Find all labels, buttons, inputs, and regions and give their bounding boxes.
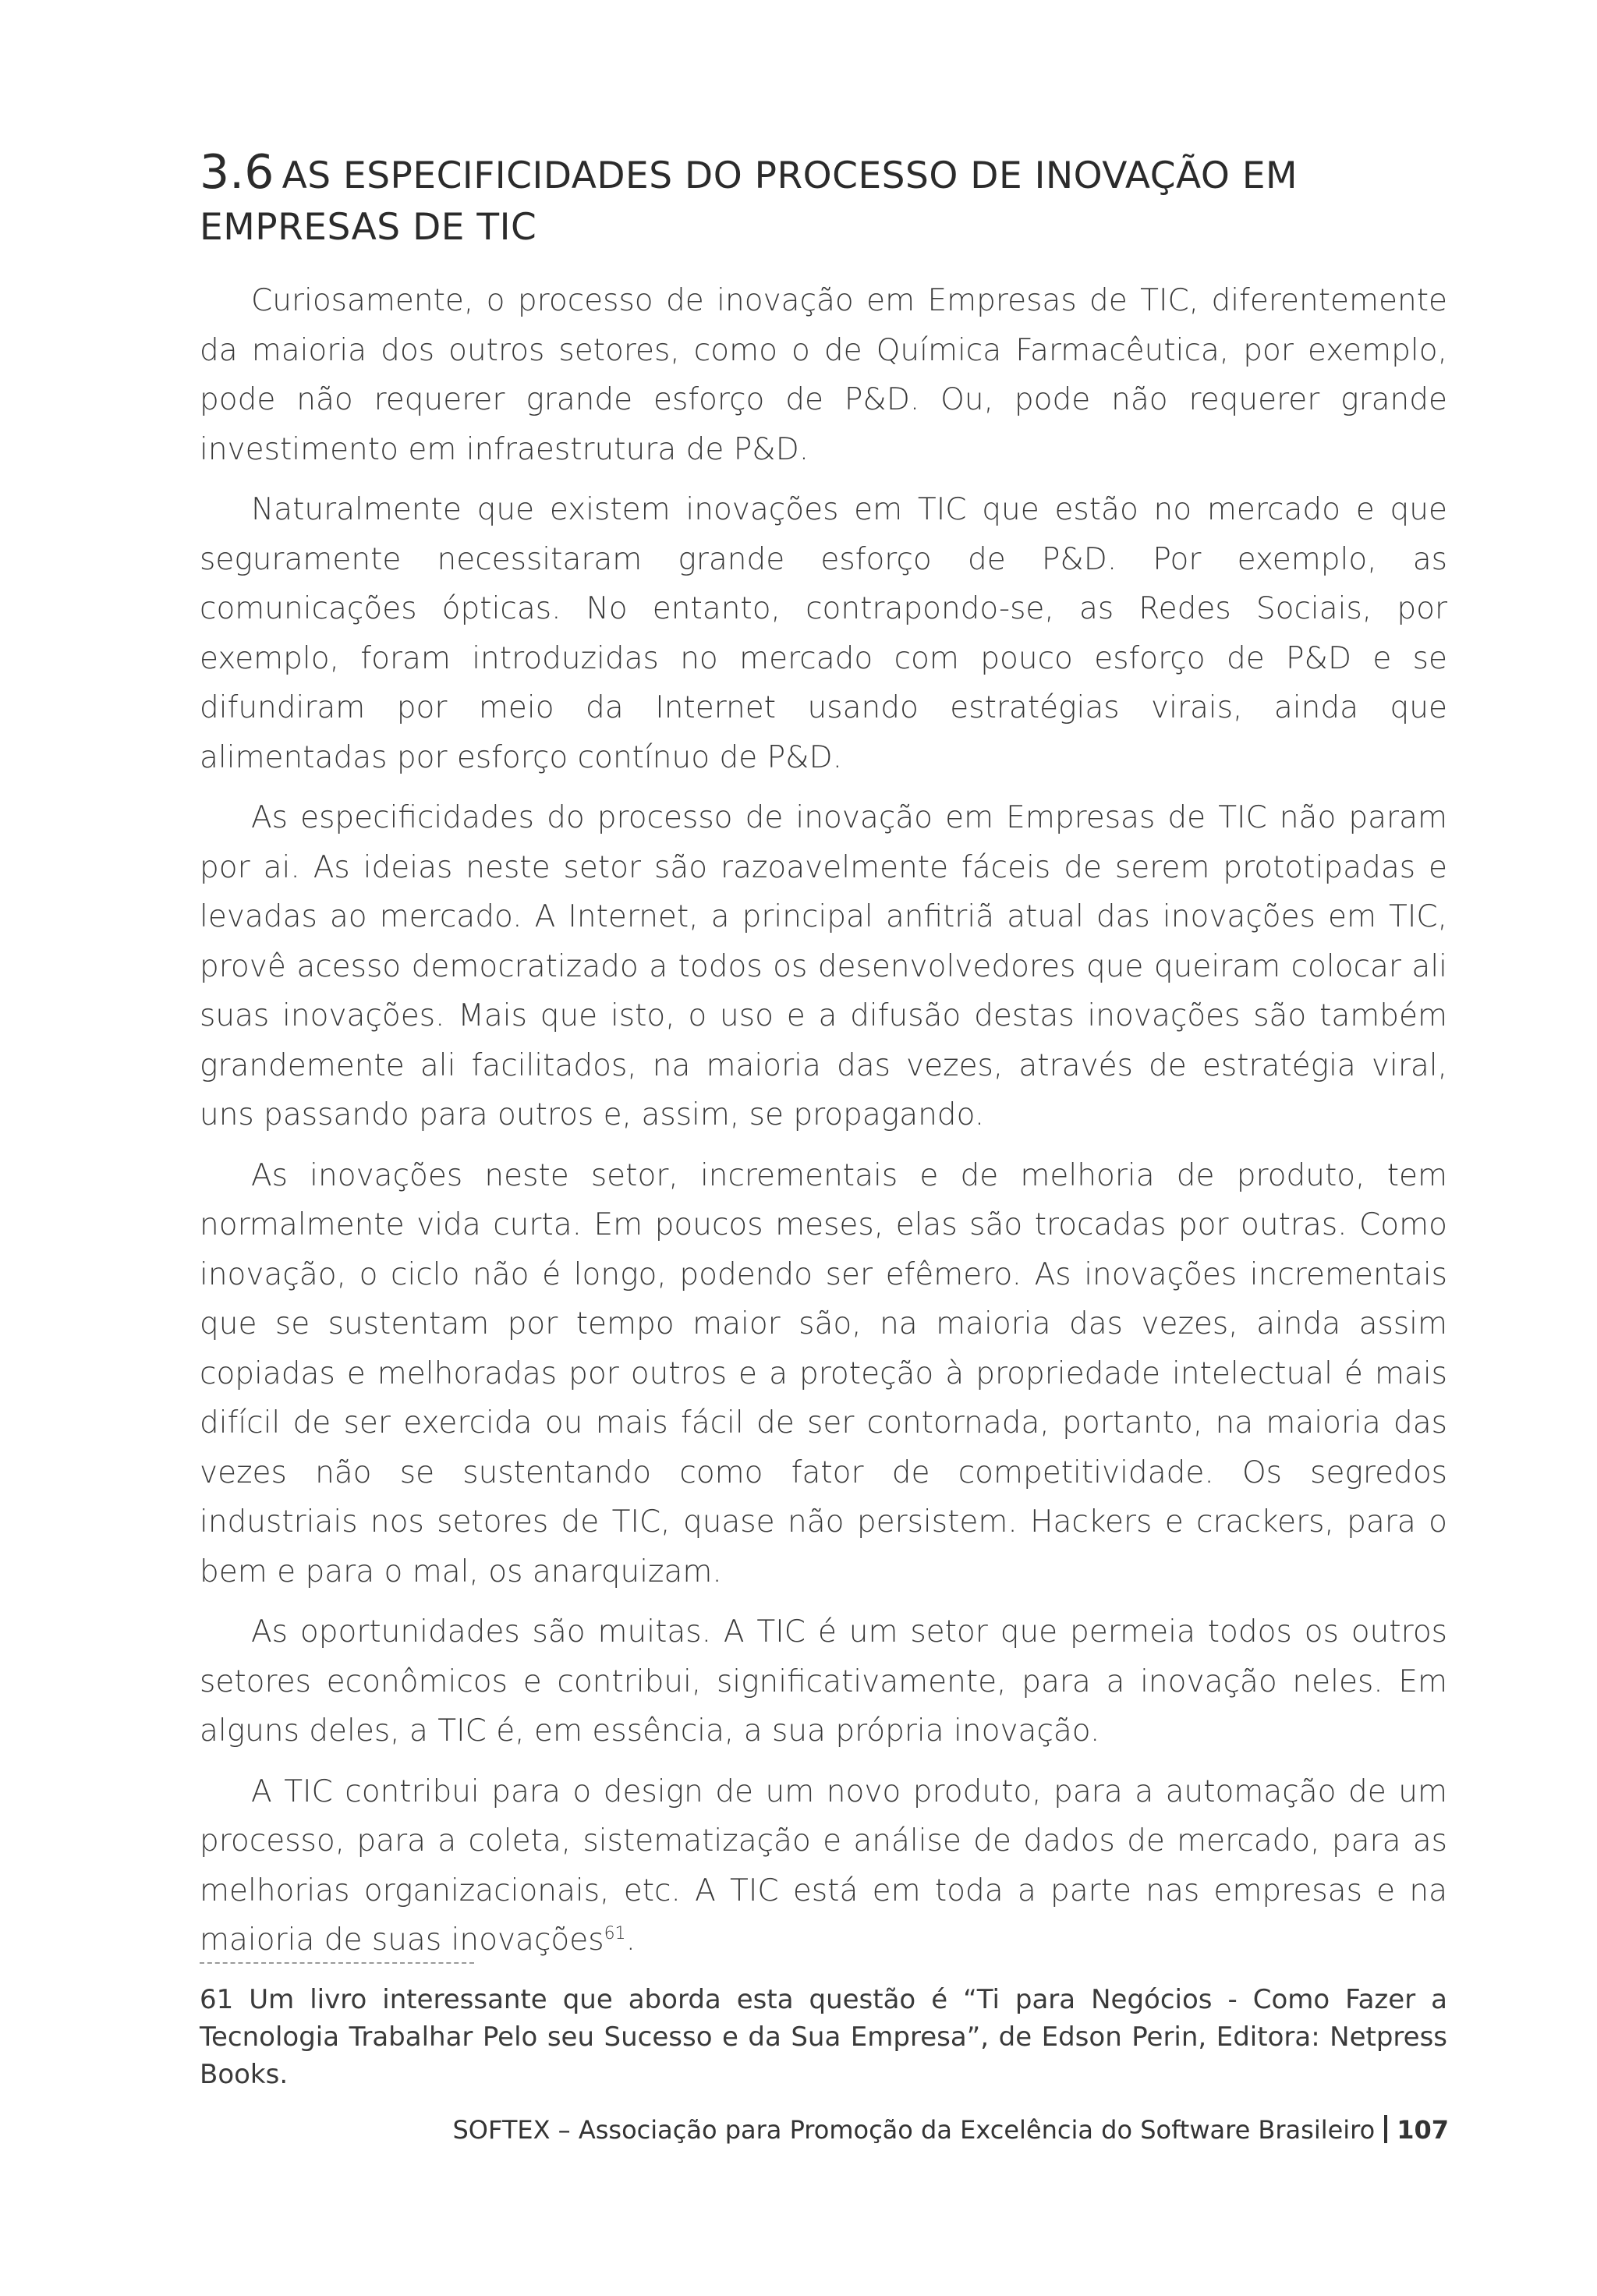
- section-heading: [200, 145, 1447, 255]
- body-text: [200, 276, 1447, 1976]
- paragraph-last-end: .: [625, 1922, 636, 1958]
- paragraph: As especificidades do processo de inovação em Empresas de TIC não param por ai. As ideias neste setor são razoavelmente fáceis de serem prototipadas e levadas ao mercado. A Internet, a principal anfitriã atual das inovações em TIC, provê acesso democratizado a todos os desenvolvedores que queiram colocar ali suas inovações. Mais que isto, o uso e a difusão destas inovações são também grandemente ali facilitados, na maioria das vezes, através de estratégia viral, uns passando para outros e, assim, se propagando.: [200, 800, 1447, 1132]
- section-title: AS ESPECIFICIDADES DO PROCESSO DE INOVAÇÃO EM EMPRESAS DE TIC: [200, 154, 1298, 249]
- paragraph: As inovações neste setor, incrementais e de melhoria de produto, tem normalmente vida curta. Em poucos meses, elas são trocadas por outras. Como inovação, o ciclo não é longo, podendo ser efêmero. As inovações incrementais que se sustentam por tempo maior são, na maioria das vezes, ainda assim copiadas e melhoradas por outros e a proteção à propriedade intelectual é mais difícil de ser exercida ou mais fácil de ser contornada, portanto, na maioria das vezes não se sustentando como fator de competitividade. Os segredos industriais nos setores de TIC, quase não persistem. Hackers e crackers, para o bem e para o mal, os anarquizam.: [200, 1157, 1447, 1589]
- footer-publisher: SOFTEX – Associação para Promoção da Excelência do Software Brasileiro: [452, 2115, 1376, 2145]
- paragraph-last-text: A TIC contribui para o design de um novo produto, para a automação de um processo, para a coleta, sistematização e análise de dados de mercado, para as melhorias organizacionais, etc. A TIC está em toda a parte nas empresas e na maioria de suas inovações: [200, 1773, 1447, 1958]
- footer-separator: [1384, 2115, 1387, 2143]
- footnote-reference[interactable]: 61: [604, 1924, 626, 1943]
- paragraph: Curiosamente, o processo de inovação em Empresas de TIC, diferentemente da maioria dos outros setores, como o de Química Farmacêutica, por exemplo, pode não requerer grande esforço de P&D. Ou, pode não requerer grande investimento em infraestrutura de P&D.: [200, 283, 1447, 467]
- paragraph-last: [200, 1767, 1447, 1965]
- footnote: 61 Um livro interessante que aborda esta questão é “Ti para Negócios - Como Fazer a Tecnologia Trabalhar Pelo seu Sucesso e da Sua Empresa”, de Edson Perin, Editora: Netpress Books.: [200, 1984, 1447, 2090]
- page-footer: [452, 2115, 1449, 2145]
- paragraph: Naturalmente que existem inovações em TIC que estão no mercado e que seguramente necessitaram grande esforço de P&D. Por exemplo, as comunicações ópticas. No entanto, contrapondo-se, as Redes Sociais, por exemplo, foram introduzidas no mercado com pouco esforço de P&D e se difundiram por meio da Internet usando estratégias virais, ainda que alimentadas por esforço contínuo de P&D.: [200, 492, 1447, 775]
- footnote-divider: [200, 1962, 474, 1964]
- page-number: 107: [1397, 2115, 1449, 2145]
- paragraph: As oportunidades são muitas. A TIC é um setor que permeia todos os outros setores econômicos e contribui, significativamente, para a inovação neles. Em alguns deles, a TIC é, em essência, a sua própria inovação.: [200, 1614, 1447, 1749]
- section-number: 3.6: [200, 145, 274, 200]
